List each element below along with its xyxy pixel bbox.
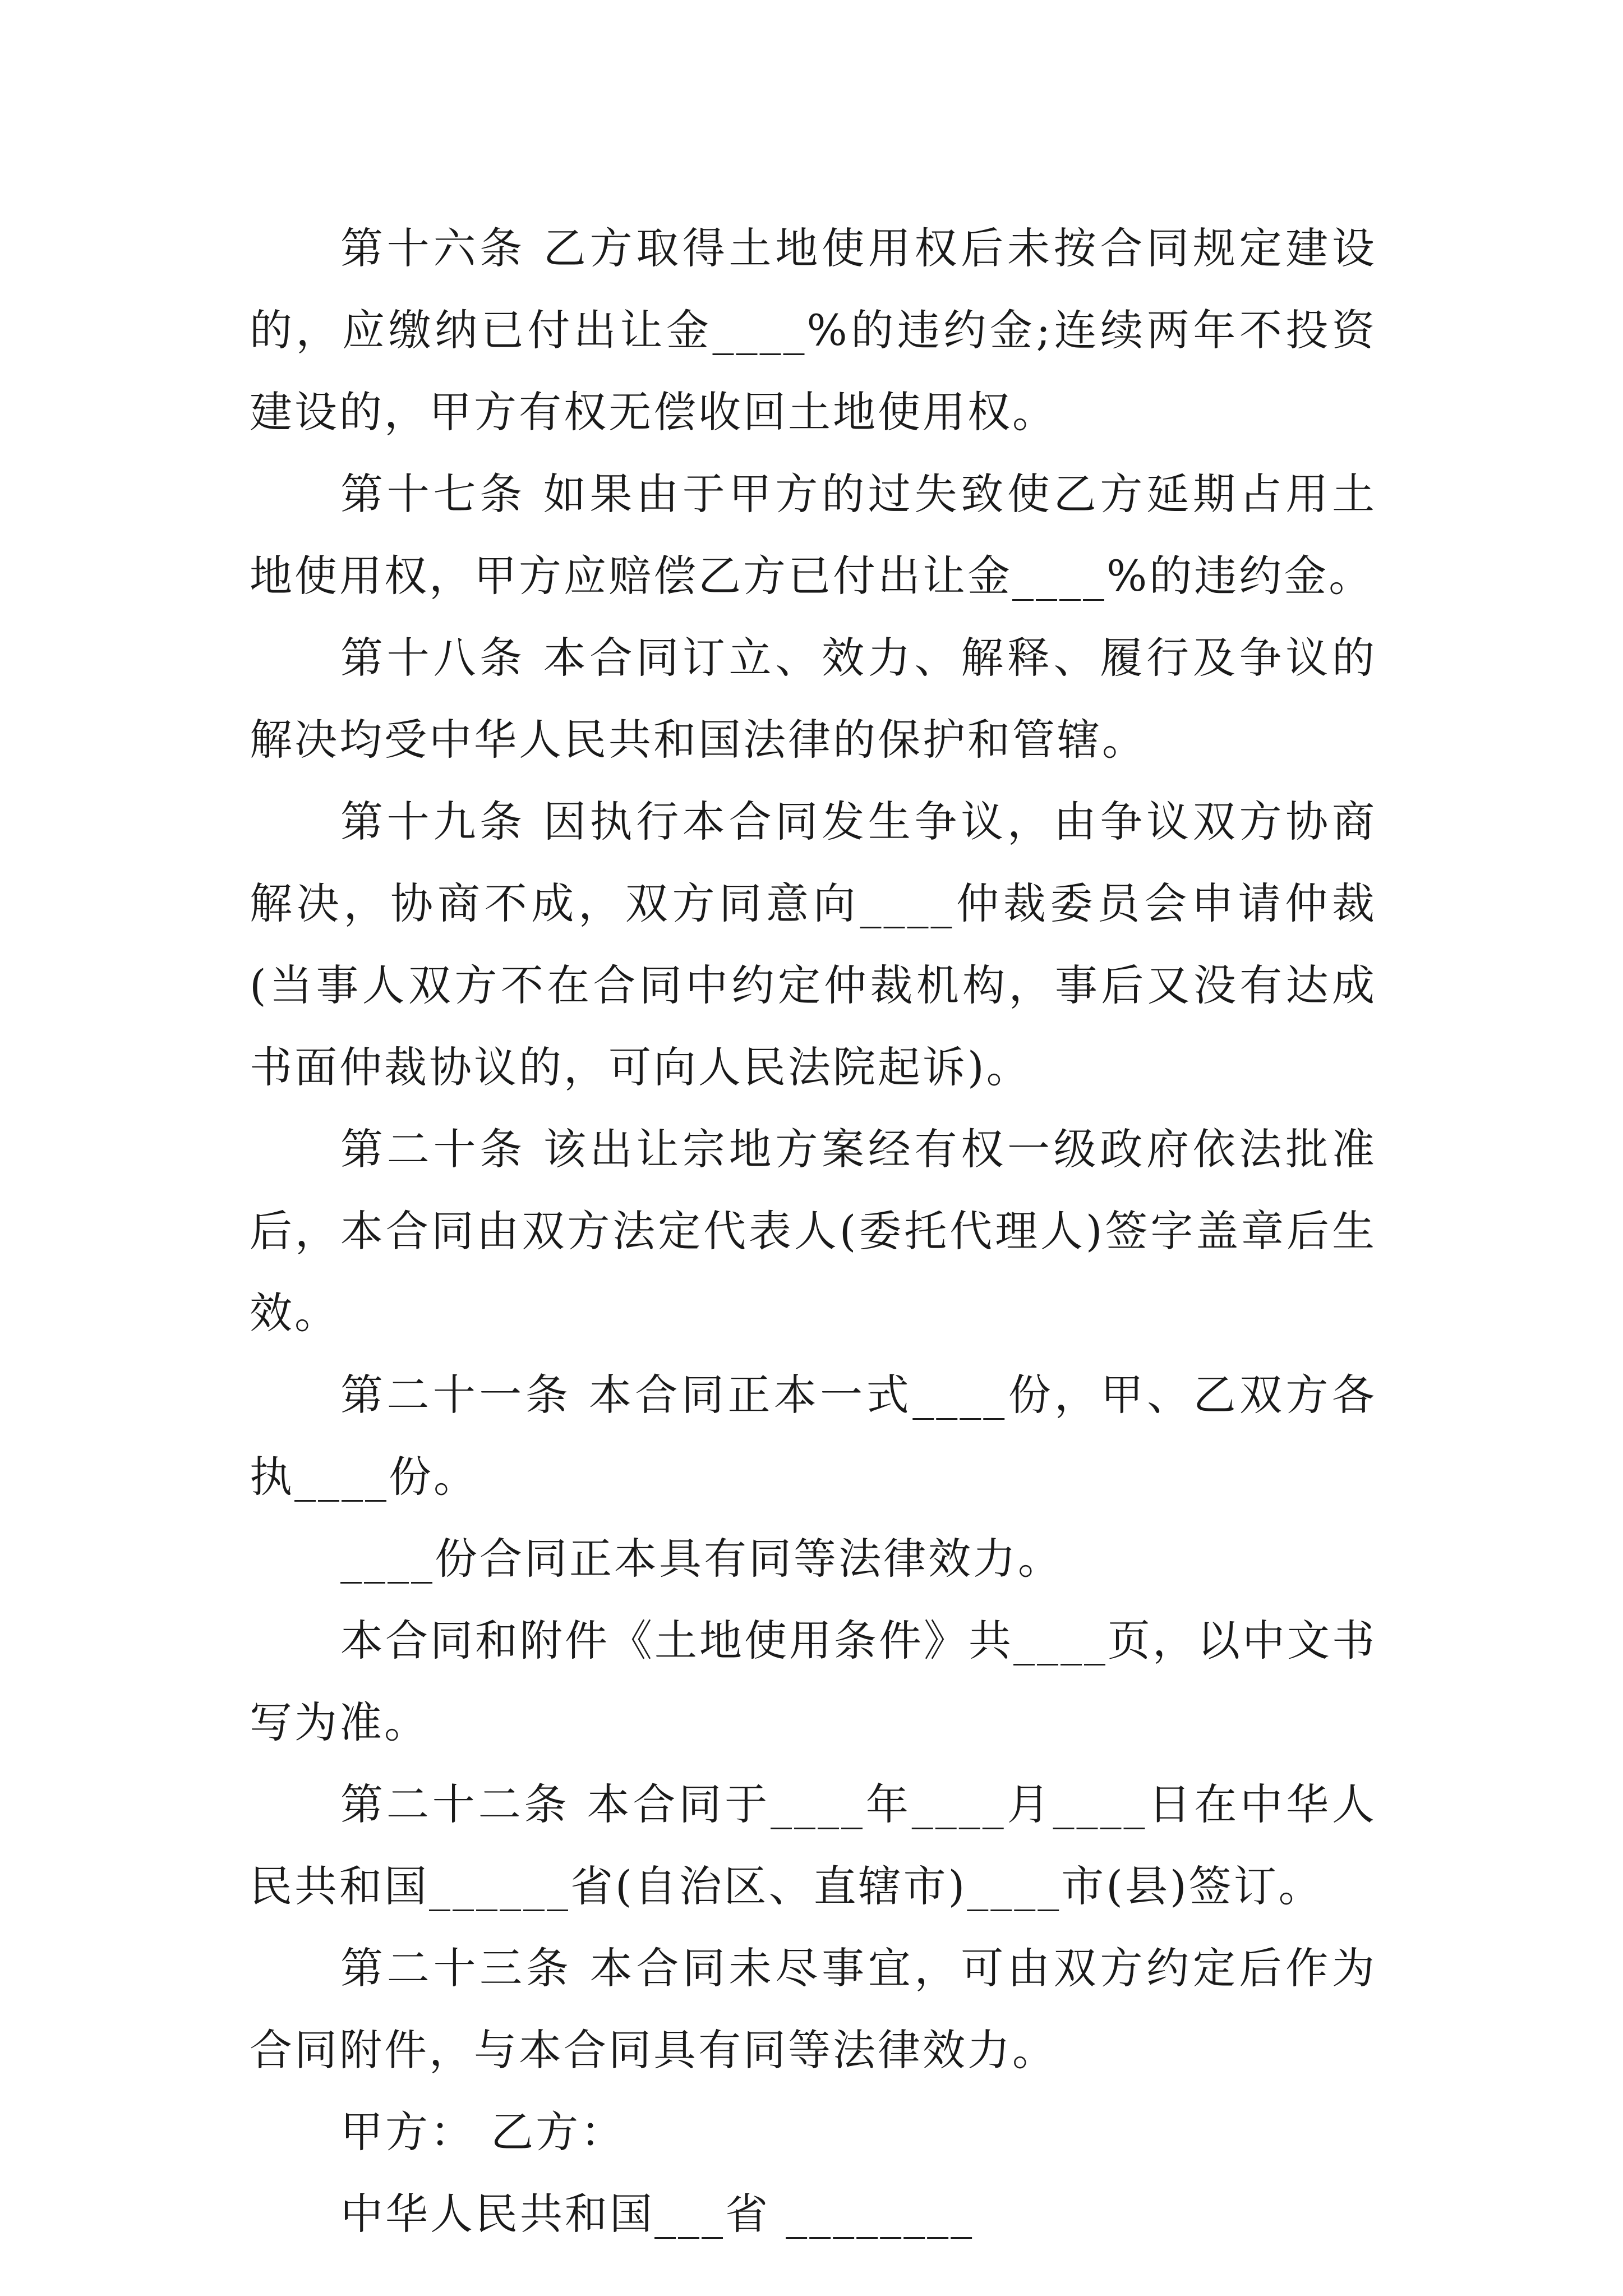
clause-17: 第十七条 如果由于甲方的过失致使乙方延期占用土地使用权，甲方应赔偿乙方已付出让金____%的违约金。 — [250, 469, 1377, 601]
clause-23: 第二十三条 本合同未尽事宜，可由双方约定后作为合同附件，与本合同具有同等法律效力。 — [250, 1943, 1377, 2075]
clause-18: 第十八条 本合同订立、效力、解释、履行及争议的解决均受中华人民共和国法律的保护和管辖。 — [250, 633, 1377, 765]
signature-location: 中华人民共和国___省 ________ — [340, 2189, 975, 2239]
clause-21-pages-note: 本合同和附件《土地使用条件》共____页，以中文书写为准。 — [250, 1616, 1377, 1747]
clause-22: 第二十二条 本合同于____年____月____日在中华人民共和国______省(自治区、直辖市)____市(县)签订。 — [250, 1779, 1377, 1911]
signature-parties: 甲方： 乙方： — [340, 2107, 626, 2157]
clause-21: 第二十一条 本合同正本一式____份，甲、乙双方各执____份。 — [250, 1370, 1377, 1502]
clause-20: 第二十条 该出让宗地方案经有权一级政府依法批准后，本合同由双方法定代表人(委托代理人)签字盖章后生效。 — [250, 1124, 1377, 1338]
clause-19: 第十九条 因执行本合同发生争议，由争议双方协商解决，协商不成，双方同意向____仲裁委员会申请仲裁(当事人双方不在合同中约定仲裁机构，事后又没有达成书面仲裁协议的，可向人民法院起诉)。 — [250, 797, 1377, 1092]
clause-21-copies-note: ____份合同正本具有同等法律效力。 — [340, 1534, 1063, 1584]
clause-16: 第十六条 乙方取得土地使用权后未按合同规定建设的，应缴纳已付出让金____%的违约金;连续两年不投资建设的，甲方有权无偿收回土地使用权。 — [250, 223, 1377, 437]
document-page — [250, 208, 1377, 2255]
